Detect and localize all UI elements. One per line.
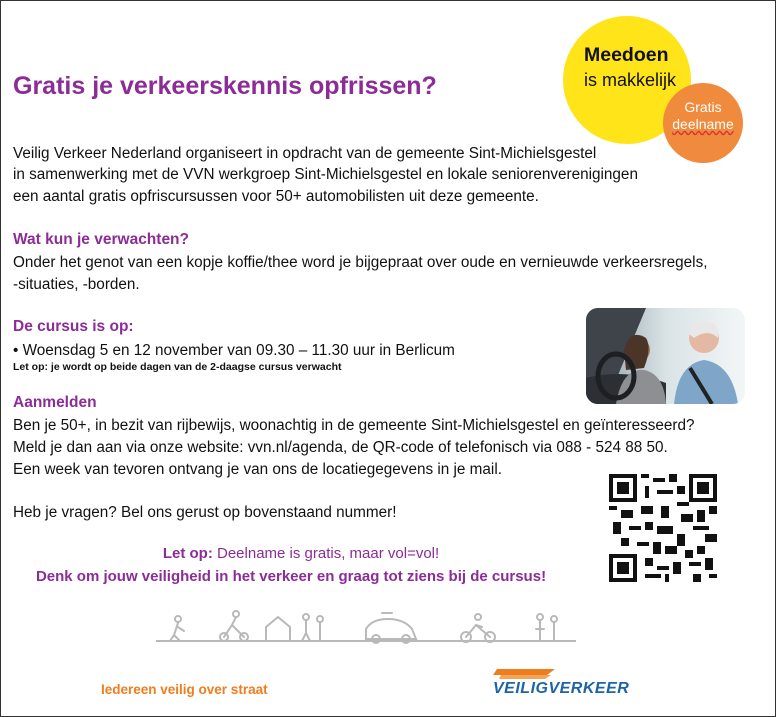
traffic-strip-icon: [156, 607, 576, 653]
expect-line-1: Onder het genot van een kopje koffie/thee word je bijgepraat over oude en vernieuwde verkeersregels,: [13, 254, 708, 271]
sticker-line-1: Gratis: [684, 99, 722, 115]
course-note: Let op: je wordt op beide dagen van de 2-daagse cursus verwacht: [13, 361, 342, 373]
intro-line-3: een aantal gratis opfriscursussen voor 50+ automobilisten uit deze gemeente.: [13, 188, 539, 205]
footer-slogan: Iedereen veilig over straat: [101, 682, 268, 697]
car-photo: [586, 308, 745, 404]
signup-line-3: Een week van tevoren ontvang je van ons de locatiegegevens in je mail.: [13, 461, 502, 478]
course-heading: De cursus is op:: [13, 318, 134, 335]
signup-heading: Aanmelden: [13, 394, 97, 411]
signup-line-1: Ben je 50+, in bezit van rijbewijs, woonachtig in de gemeente Sint-Michielsgestel en geïnteresseerd?: [13, 417, 695, 434]
badge-line-2: is makkelijk: [584, 70, 677, 90]
notice-line: [1, 545, 601, 562]
notice-text: Deelname is gratis, maar vol=vol!: [212, 545, 440, 562]
qr-code-icon[interactable]: [609, 474, 717, 582]
closing-line: Denk om jouw veiligheid in het verkeer en graag tot ziens bij de cursus!: [35, 568, 547, 585]
intro-line-2: in samenwerking met de VVN werkgroep Sint-Michielsgestel en lokale seniorenverenigingen: [13, 166, 638, 183]
page-title: Gratis je verkeerskennis opfrissen?: [13, 72, 437, 100]
sticker-line-2: deelname: [672, 116, 734, 132]
course-line: • Woensdag 5 en 12 november van 09.30 – 11.30 uur in Berlicum: [13, 342, 455, 359]
intro-line-1: Veilig Verkeer Nederland organiseert in opdracht van de gemeente Sint-Michielsgestel: [13, 145, 597, 162]
expect-line-2: -situaties, -borden.: [13, 276, 140, 293]
footer-logo-text: VEILIGVERKEER: [493, 680, 630, 697]
questions-line: Heb je vragen? Bel ons gerust op bovenstaand nummer!: [13, 504, 397, 521]
signup-line-2: Meld je dan aan via onze website: vvn.nl/agenda, de QR-code of telefonisch via 088 - 524 88 50.: [13, 439, 668, 456]
badge-line-1: Meedoen: [584, 44, 669, 66]
notice-label: Let op:: [162, 545, 213, 562]
expect-heading: Wat kun je verwachten?: [13, 231, 189, 248]
